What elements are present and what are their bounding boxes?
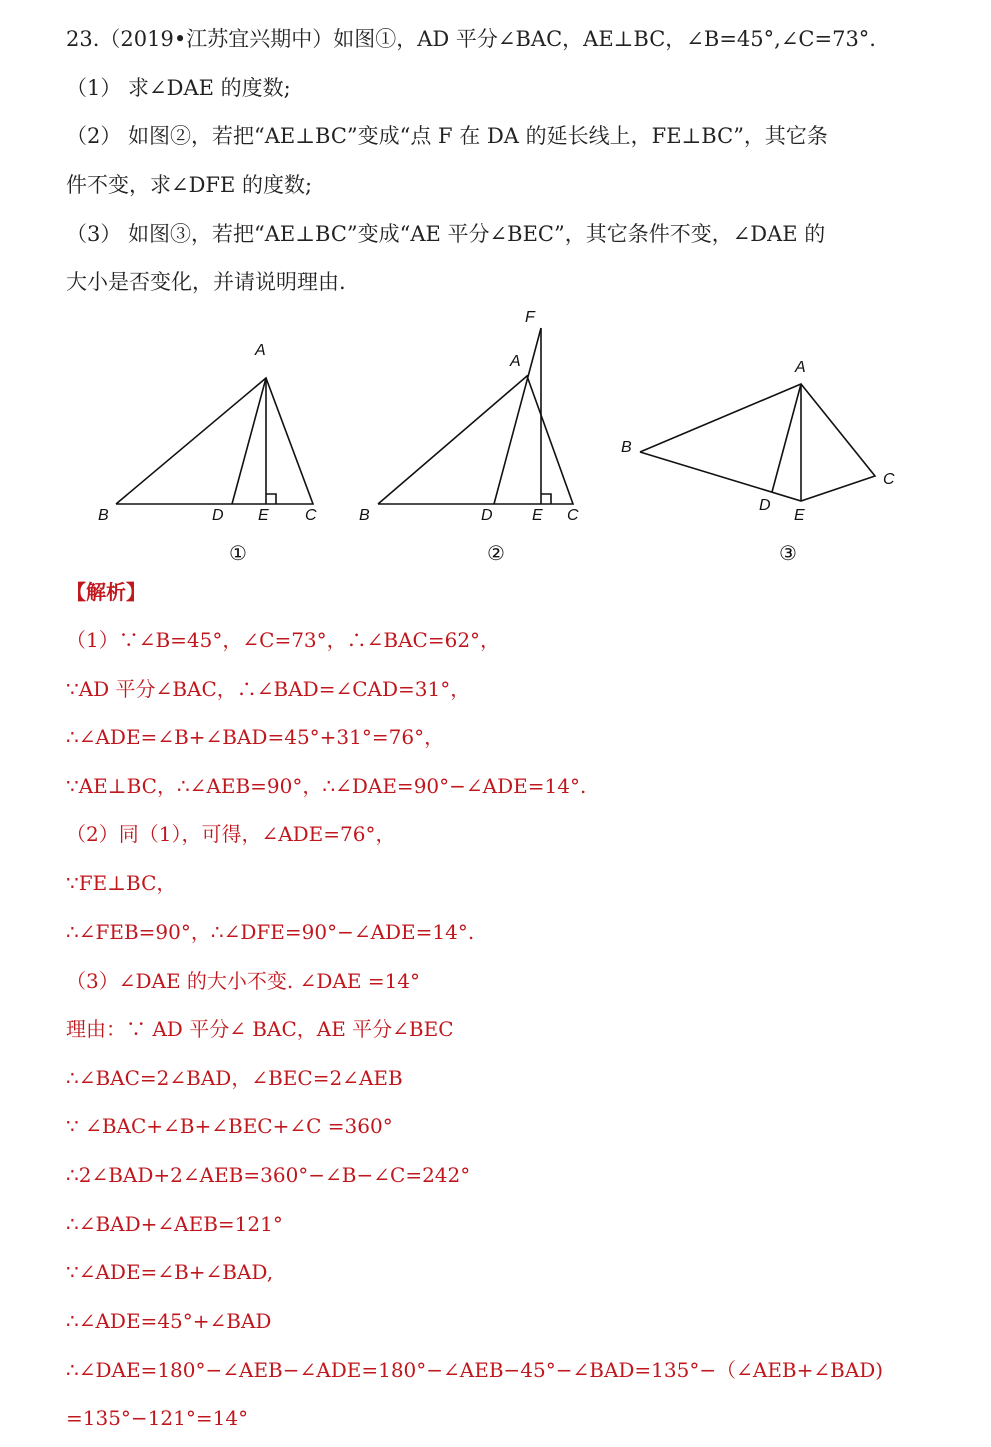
fig3-segment-ad <box>772 384 801 492</box>
solution-line: ∵ ∠BAC+∠B+∠BEC+∠C =360° <box>66 1114 393 1138</box>
fig1-label-a: A <box>255 342 266 359</box>
fig2-caption: ② <box>487 543 505 565</box>
solution-line: （2）同（1），可得，∠ADE=76°， <box>66 822 396 846</box>
fig2-label-f: F <box>525 309 535 326</box>
fig2-label-a: A <box>510 353 521 370</box>
fig1-label-c: C <box>305 507 317 524</box>
solution-line: =135°−121°=14° <box>66 1406 249 1430</box>
fig1-segment-ad <box>232 378 266 504</box>
solution-line: （1）∵∠B=45°，∠C=73°，∴∠BAC=62°， <box>66 628 501 652</box>
fig1-label-b: B <box>98 507 109 524</box>
solution-line: ∵FE⊥BC， <box>66 871 177 895</box>
fig3-label-a: A <box>795 359 806 376</box>
solution-header: 【解析】 <box>66 580 146 604</box>
solution-line: ∵AE⊥BC，∴∠AEB=90°，∴∠DAE=90°−∠ADE=14°. <box>66 774 587 798</box>
solution-line: （3）∠DAE 的大小不变. ∠DAE =14° <box>66 969 421 993</box>
solution-line: ∴∠FEB=90°，∴∠DFE=90°−∠ADE=14°. <box>66 920 475 944</box>
question-part-2-line-1: （2） 如图②，若把“AE⊥BC”变成“点 F 在 DA 的延长线上，FE⊥BC”，其它条 <box>66 124 828 148</box>
fig1-triangle-abc <box>116 378 313 504</box>
figure-1 <box>98 342 317 565</box>
solution-line: ∴∠ADE=45°+∠BAD <box>66 1309 272 1333</box>
fig1-label-e: E <box>258 507 269 524</box>
question-part-1: （1） 求∠DAE 的度数; <box>66 76 291 100</box>
fig2-right-angle-mark <box>541 494 551 504</box>
solution-line: ∴∠BAD+∠AEB=121° <box>66 1212 283 1236</box>
fig3-quadrilateral-abec <box>640 384 875 501</box>
fig3-label-c: C <box>883 471 895 488</box>
fig2-label-d: D <box>481 507 493 524</box>
fig2-label-c: C <box>567 507 579 524</box>
fig1-caption: ① <box>229 543 247 565</box>
fig2-label-b: B <box>359 507 370 524</box>
solution-line: 理由：∵ AD 平分∠ BAC，AE 平分∠BEC <box>66 1017 454 1041</box>
question-part-3-line-2: 大小是否变化，并请说明理由. <box>66 270 346 294</box>
solution-line: ∴∠ADE=∠B+∠BAD=45°+31°=76°， <box>66 725 445 749</box>
question-intro: 23.（2019•江苏宜兴期中）如图①，AD 平分∠BAC，AE⊥BC，∠B=45°,∠C=73°. <box>66 27 876 51</box>
solution-line: ∵∠ADE=∠B+∠BAD, <box>66 1260 274 1284</box>
fig1-label-d: D <box>212 507 224 524</box>
solution-line: ∴∠DAE=180°−∠AEB−∠ADE=180°−∠AEB−45°−∠BAD=135°−（∠AEB+∠BAD) <box>66 1358 884 1382</box>
solution-line: ∵AD 平分∠BAC，∴∠BAD=∠CAD=31°， <box>66 677 471 701</box>
geometry-figures <box>0 300 991 580</box>
figure-2 <box>359 309 579 565</box>
fig3-label-e: E <box>794 507 805 524</box>
fig2-triangle-abc <box>378 376 573 504</box>
fig1-right-angle-mark <box>266 494 276 504</box>
fig3-label-b: B <box>621 439 632 456</box>
fig3-caption: ③ <box>779 543 797 565</box>
figure-3 <box>621 359 895 565</box>
fig2-label-e: E <box>532 507 543 524</box>
solution-line: ∴∠BAC=2∠BAD，∠BEC=2∠AEB <box>66 1066 403 1090</box>
fig3-label-d: D <box>759 497 771 514</box>
solution-line: ∴2∠BAD+2∠AEB=360°−∠B−∠C=242° <box>66 1163 471 1187</box>
question-part-3-line-1: （3） 如图③，若把“AE⊥BC”变成“AE 平分∠BEC”，其它条件不变，∠DAE 的 <box>66 222 826 246</box>
question-part-2-line-2: 件不变，求∠DFE 的度数; <box>66 173 313 197</box>
